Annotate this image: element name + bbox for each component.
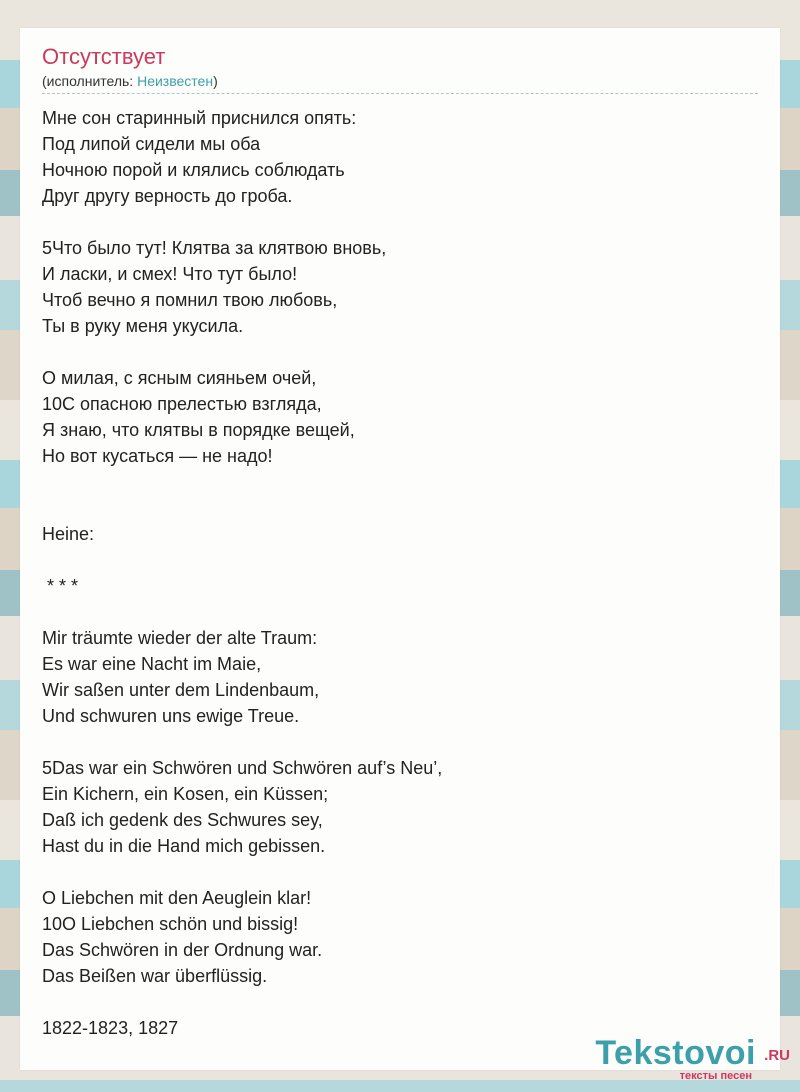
- lyric-line: Ты в руку меня укусила.: [42, 316, 244, 336]
- lyric-line: Mir träumte wieder der alte Traum:: [42, 628, 318, 648]
- lyric-line: [42, 469, 758, 495]
- lyric-line: [42, 547, 758, 573]
- song-title: Отсутствует: [42, 44, 166, 69]
- lyric-line: Wir saßen unter dem Lindenbaum,: [42, 680, 320, 700]
- song-header: [42, 43, 758, 91]
- lyric-line: [42, 495, 758, 521]
- logo-tld: .RU: [764, 1047, 790, 1064]
- lyric-line: Heine:: [42, 524, 95, 544]
- lyrics-card: [20, 28, 780, 1070]
- lyric-line: 10С опасною прелестью взгляда,: [42, 394, 322, 414]
- lyric-line: Das Beißen war überflüssig.: [42, 966, 268, 986]
- artist-prefix: (исполнитель:: [42, 73, 138, 89]
- lyric-line: О милая, с ясным сияньем очей,: [42, 368, 317, 388]
- logo-name: Tekstovoi: [595, 1034, 756, 1072]
- lyric-line: [42, 729, 758, 755]
- lyric-line: Es war eine Nacht im Maie,: [42, 654, 262, 674]
- site-logo[interactable]: [582, 1034, 792, 1084]
- lyric-line: 10O Liebchen schön und bissig!: [42, 914, 299, 934]
- lyric-line: Под липой сидели мы оба: [42, 134, 261, 154]
- lyric-line: * * *: [42, 576, 79, 596]
- lyric-line: [42, 989, 758, 1015]
- lyric-line: Und schwuren uns ewige Treue.: [42, 706, 300, 726]
- lyric-line: Hast du in die Hand mich gebissen.: [42, 836, 326, 856]
- lyric-line: [42, 859, 758, 885]
- lyric-line: 5Das war ein Schwören und Schwören auf’s Neu’,: [42, 758, 443, 778]
- lyric-line: Друг другу верность до гроба.: [42, 186, 293, 206]
- lyric-line: И ласки, и смех! Что тут было!: [42, 264, 298, 284]
- header-divider: [42, 93, 758, 94]
- lyric-line: 1822-1823, 1827: [42, 1018, 179, 1038]
- lyric-line: [42, 209, 758, 235]
- lyric-line: O Liebchen mit den Aeuglein klar!: [42, 888, 312, 908]
- lyric-line: Das Schwören in der Ordnung war.: [42, 940, 323, 960]
- lyric-line: 5Что было тут! Клятва за клятвою вновь,: [42, 238, 387, 258]
- lyrics-text: [42, 105, 758, 1041]
- lyric-line: Мне сон старинный приснился опять:: [42, 108, 357, 128]
- lyric-line: Daß ich gedenk des Schwures sey,: [42, 810, 323, 830]
- lyric-line: Ein Kichern, ein Kosen, ein Küssen;: [42, 784, 329, 804]
- lyric-line: Я знаю, что клятвы в порядке вещей,: [42, 420, 355, 440]
- lyric-line: Но вот кусаться — не надо!: [42, 446, 273, 466]
- lyric-line: [42, 599, 758, 625]
- lyric-line: Чтоб вечно я помнил твою любовь,: [42, 290, 338, 310]
- lyric-line: Ночною порой и клялись соблюдать: [42, 160, 345, 180]
- lyric-line: [42, 339, 758, 365]
- artist-line: [42, 71, 758, 91]
- artist-link[interactable]: Неизвестен: [137, 73, 214, 89]
- logo-tagline: тексты песен: [679, 1070, 752, 1082]
- artist-suffix: ): [213, 73, 218, 89]
